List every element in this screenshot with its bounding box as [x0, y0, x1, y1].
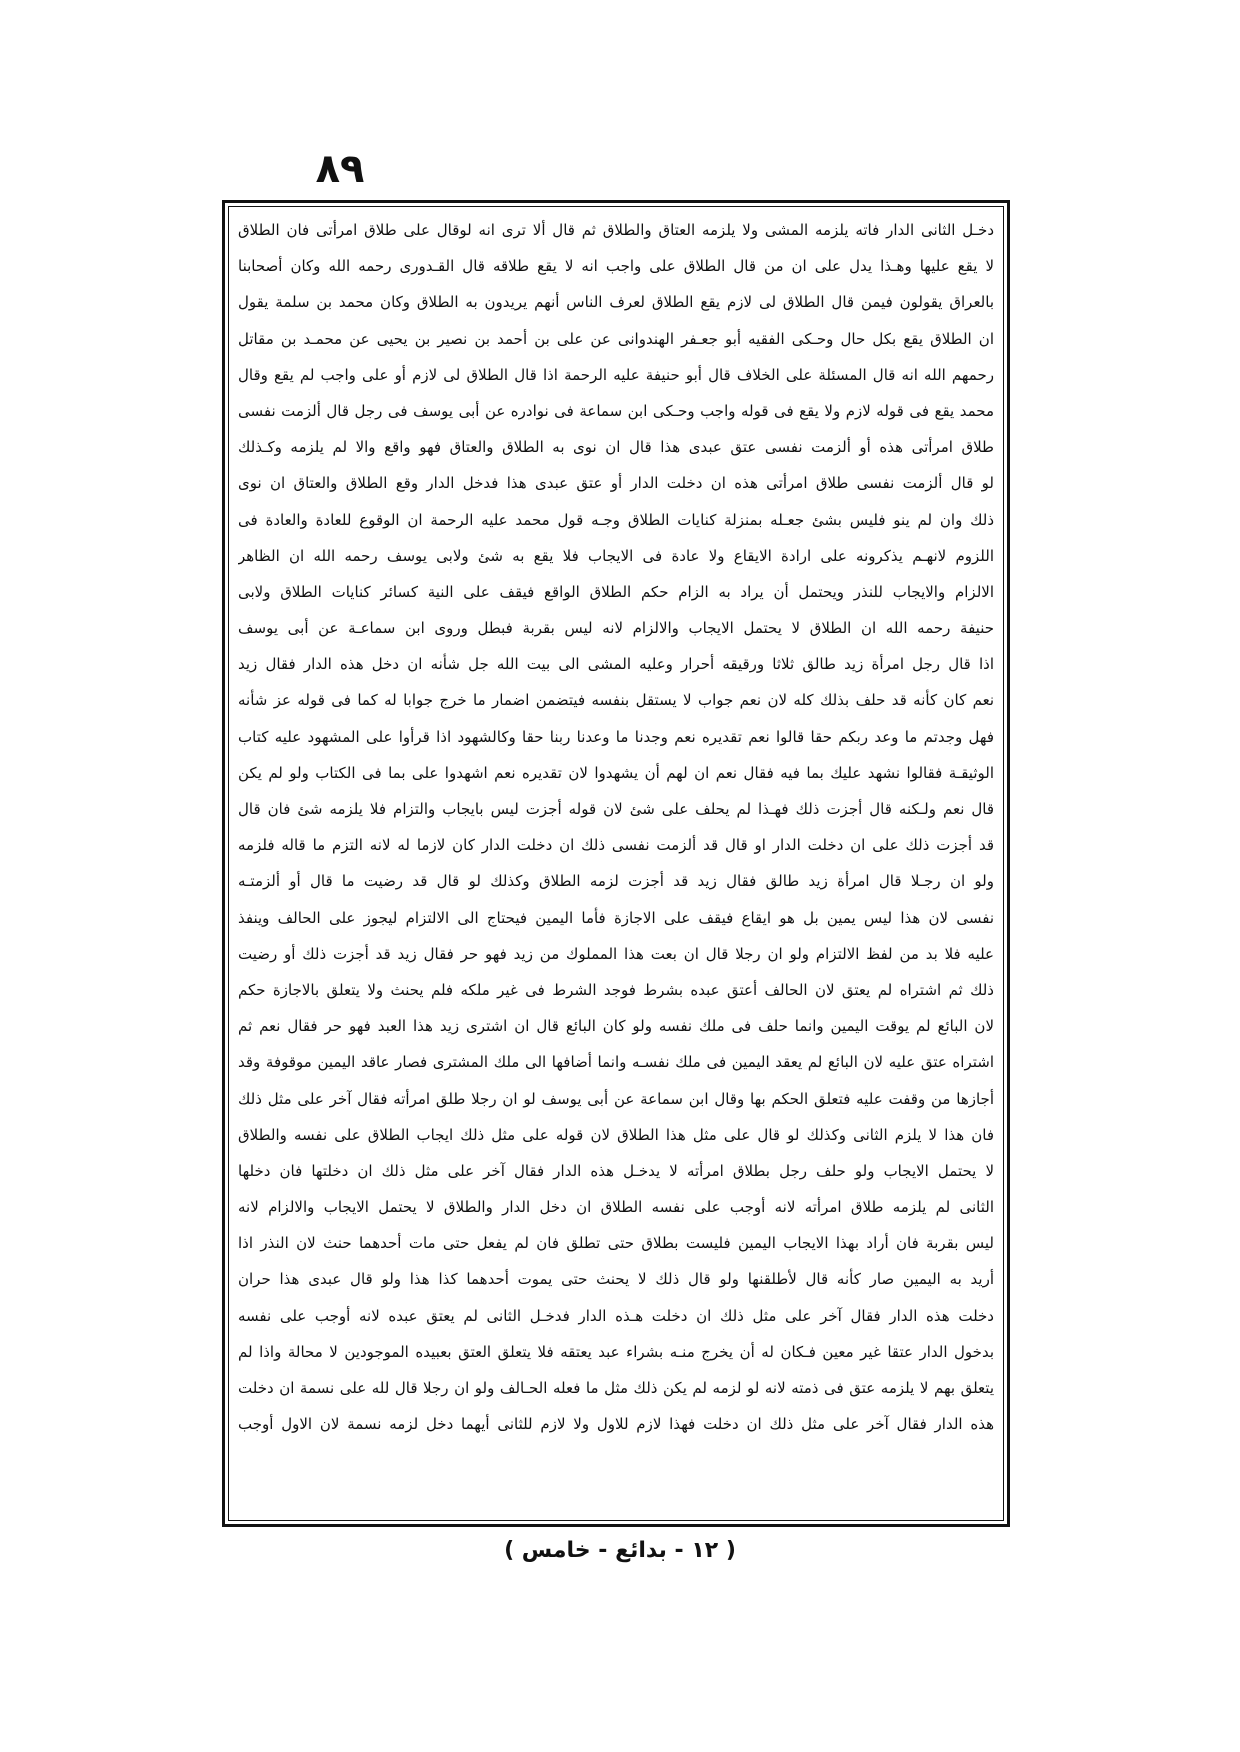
text-line: فهل وجدتم ما وعد ربكم حقا قالوا نعم تقديره نعم وجدنا ما وعدنا ربنا حقا وكالشهود اذا قرأوا على المشهود عليه كتاب [238, 727, 994, 746]
text-line: بدخول الدار عتقا غير معين فـكان له أن يخرج منـه بشراء عبد يعتقه فلا يتعلق العتق بعبيده الموجودين لا محالة واذا لم [238, 1342, 994, 1361]
text-line: اللزوم لانهـم يذكرونه على ارادة الايقاع ولا عادة فى الايجاب فلا يقع به شئ ولابى يوسف رحمه الله ان الظاهر [238, 546, 994, 565]
text-line: رحمهم الله انه قال المسئلة على الخلاف قال أبو حنيفة عليه الرحمة اذا قال الطلاق لى لازم أو على واجب لم يقع وقال [238, 365, 994, 384]
text-line: قال نعم ولـكنه قال أجزت ذلك فهـذا لم يحلف على شئ لان قوله أجزت ليس بايجاب والتزام فلا يلزمه شئ فان قال [238, 800, 994, 818]
text-line: اذا قال رجل امرأة زيد طالق ثلاثا ورقيقه أحرار وعليه المشى الى بيت الله جل شأنه ان دخل هذه الدار فقال زيد [238, 655, 994, 674]
text-line: لان البائع لم يوقت اليمين وانما حلف فى ملك نفسه ولو كان البائع قال ان اشترى زيد هذا العبد فهو حر فقال نعم ثم [238, 1017, 994, 1036]
text-line: ان الطلاق يقع بكل حال وحـكى الفقيه أبو جعـفر الهندوانى عن على بن أحمد بن نصير بن يحيى عن محمـد بن مقاتل [238, 329, 994, 348]
text-line: الالزام والايجاب للنذر ويحتمل أن يراد به الزام حكم الطلاق الواقع فيقف على النية كسائر كنايات الطلاق ولابى [238, 582, 994, 601]
text-line: دخـل الثانى الدار فاته يلزمه المشى ولا يلزمه العتاق والطلاق ثم قال ألا ترى انه لوقال على طلاق امرأتى فان الطلاق [238, 221, 994, 239]
text-body [238, 212, 994, 1516]
text-line: طلاق امرأتى هذه أو ألزمت نفسى عتق عبدى هذا قال ان نوى به الطلاق والعتاق فهو واقع والا لم يلزمه وكـذلك [238, 438, 994, 457]
page-number: ٨٩ [315, 146, 365, 192]
text-line: يتعلق بهم لا يلزمه عتق فى ذمته لانه لو لزمه لم يكن ذلك مثل ما فعله الحـالف ولو ان رجلا قال لله على نسمة ان دخلت [238, 1379, 994, 1397]
text-line: دخلت هذه الدار فقال آخر على مثل ذلك ان دخلت هـذه الدار فدخـل الثانى لم يعتق عبده لانه أوجب على نفسه [238, 1306, 994, 1325]
text-line: ذلك ثم اشتراه لم يعتق لان الحالف أعتق عبده بشرط فوجد الشرط فى غير ملكه فلم يحنث ولا يتعلق بالاجازة حكم [238, 980, 994, 999]
text-line: بالعراق يقولون فيمن قال الطلاق لى لازم يقع الطلاق لعرف الناس أنهم يريدون به الطلاق وكان محمد بن سلمة يقول [238, 293, 994, 312]
text-line: ولو ان رجـلا قال امرأة زيد طالق فقال زيد قد أجزت لزمه الطلاق وكذلك لو قال قد رضيت ما قال أو ألزمتـه [238, 872, 994, 891]
text-line: أريد به اليمين صار كأنه قال لأطلقنها ولو قال ذلك لا يحنث حتى يموت أحدهما كذا هذا ولو قال عبدى هذا حران [238, 1270, 994, 1289]
text-line: نفسى لان هذا ليس يمين بل هو ايقاع فيقف على الاجازة فأما اليمين فيحتاج الى الالتزام ليجوز على الحالف وينفذ [238, 908, 994, 927]
text-line: لا يحتمل الايجاب ولو حلف رجل بطلاق امرأته لا يدخـل هذه الدار فقال آخر على مثل ذلك ان دخلتها فان دخلها [238, 1161, 994, 1180]
text-line: ليس بقربة فان أراد بهذا الايجاب اليمين فليست بطلاق حتى تطلق فان لم يفعل حتى مات أحدهما حنث لان النذر اذا [238, 1234, 994, 1253]
text-line: حنيفة رحمه الله ان الطلاق لا يحتمل الايجاب والالزام لانه ليس بقربة فبطل وروى ابن سماعـة عن أبى يوسف [238, 619, 994, 638]
text-line: محمد يقع فى قوله لازم ولا يقع فى قوله واجب وحـكى ابن سماعة فى نوادره عن أبى يوسف فى رجل قال ألزمت نفسى [238, 401, 994, 420]
text-line: أجازها من وقفت عليه فتعلق الحكم بها وقال ابن سماعة عن أبى يوسف لو ان رجلا طلق امرأته فقال آخر على مثل ذلك [238, 1089, 994, 1108]
text-line: لا يقع عليها وهـذا يدل على ان من قال الطلاق على واجب انه لا يقع طلاقه قال القـدورى رحمه الله وكان أصحابنا [238, 257, 994, 276]
text-line: عليه فلا بد من لفظ الالتزام ولو ان رجلا قال ان بعت هذا المملوك من زيد فهو حر فقال زيد قد أجزت ذلك أو رضيت [238, 944, 994, 963]
text-line: الثانى لم يلزمه طلاق امرأته لانه أوجب على نفسه الطلاق ان دخل الدار والطلاق لا يحتمل الايجاب والالزام لانه [238, 1198, 994, 1217]
text-line: لو قال ألزمت نفسى طلاق امرأتى هذه ان دخلت الدار أو عتق عبدى هذا فدخل الدار وقع الطلاق والعتاق ان نوى [238, 474, 994, 493]
text-line: ذلك وان لم ينو فليس بشئ جعـله بمنزلة كنايات الطلاق وجـه قول محمد عليه الرحمة ان الوقوع للعادة والعادة فى [238, 510, 994, 529]
text-line: اشتراه عتق عليه لان البائع لم يعقد اليمين فى ملك نفسـه وانما أضافها الى ملك المشترى فصار عاقد اليمين موقوفة وقد [238, 1053, 994, 1072]
text-line: قد أجزت ذلك على ان دخلت الدار او قال قد ألزمت نفسى ذلك ان دخلت الدار كان لازما له لانه التزم ما قاله فلزمه [238, 836, 994, 855]
text-line: الوثيقـة فقالوا نشهد عليك بما فيه فقال نعم ان لهم أن يشهدوا لان تقديره نعم اشهدوا على بما فى الكتاب ولو لم يكن [238, 763, 994, 782]
text-line: فان هذا لا يلزم الثانى وكذلك لو قال على مثل هذا الطلاق لان قوله على مثل ذلك ايجاب الطلاق على نفسه والطلاق [238, 1125, 994, 1144]
text-line: نعم كان كأنه قد حلف بذلك كله لان نعم جواب لا يستقل بنفسه فيتضمن اضمار ما خرج جوابا له كما فى قوله عز شأنه [238, 691, 994, 710]
text-line: هذه الدار فقال آخر على مثل ذلك ان دخلت فهذا لازم للاول ولا لازم للثانى أيهما دخل لزمه نسمة لان الاول أوجب [238, 1415, 994, 1434]
footer-reference: ( ١٢ - بدائع - خامس ) [504, 1538, 736, 1563]
